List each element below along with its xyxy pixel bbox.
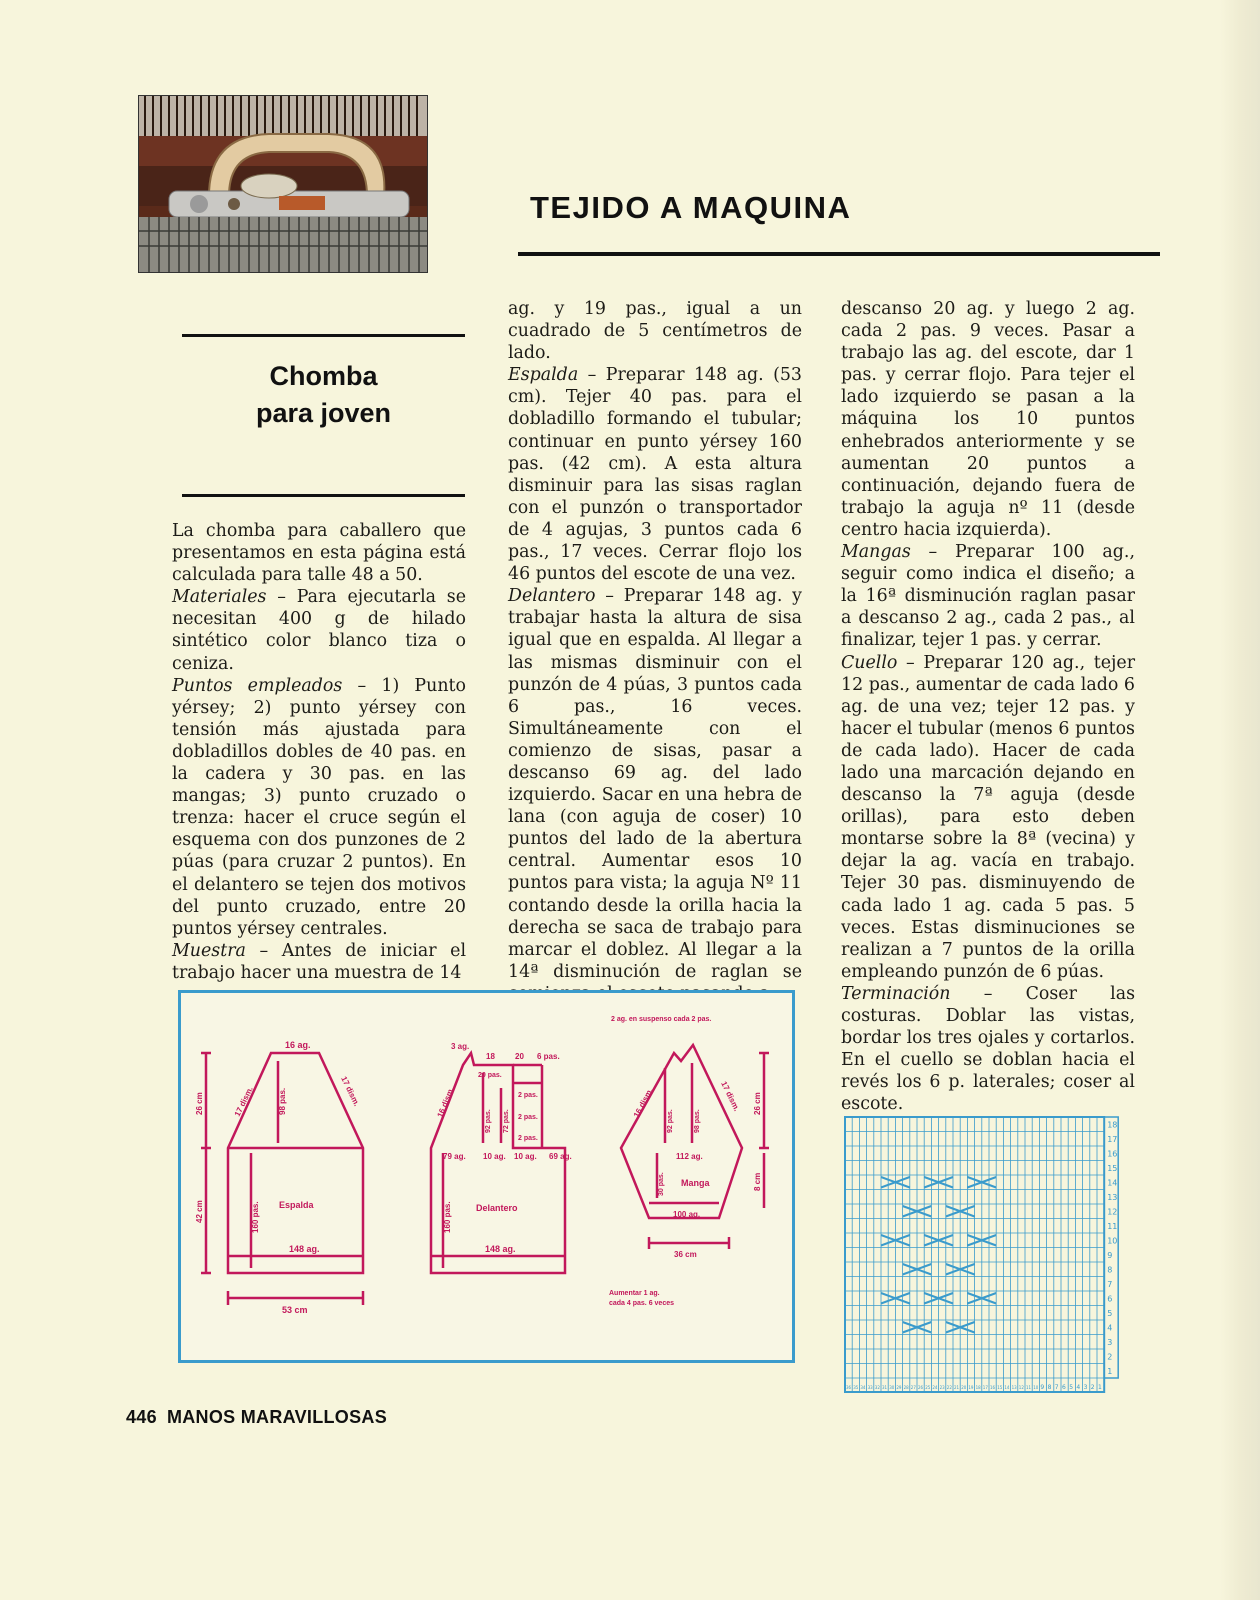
chart-col-number: 1 [1098,1384,1102,1391]
terminacion-paragraph [841,983,1135,1116]
delantero-72pas: 72 pas. [503,1109,510,1133]
manga-36cm: 36 cm [674,1250,697,1259]
chart-col-number: 32 [874,1385,880,1390]
chart-row-number: 5 [1107,1309,1113,1318]
delantero-text: – Preparar 148 ag. y trabajar hasta la altura de sisa igual que en espalda. Al llegar a las mismas disminuir con el punzón de 4 púas, 3 puntos cada 6 pas., 16 veces. Simultáneamente con el comienzo de sisas, pasar a descanso 69 ag. del lado izquierdo. Sacar en una hebra de lana (con aguja de coser) 10 puntos del lado de la abertura central. Aumentar esos 10 puntos para vista; la aguja Nº 11 contando desde la orilla hacia la derecha se saca de trabajo para marcar el doblez. Al llegar a la 14ª disminución de raglan se [508,586,803,982]
chart-col-number: 17 [982,1385,988,1390]
chart-col-number: 7 [1054,1384,1059,1391]
chart-col-number: 21 [954,1385,960,1390]
delantero-label: Delantero [508,586,596,607]
chart-col-number: 30 [889,1385,895,1390]
delantero-n18: 18 [486,1052,495,1061]
chart-col-number: 34 [860,1385,866,1390]
text-column-3 [841,298,1135,1115]
chart-row-number: 7 [1107,1280,1113,1289]
delantero-20pas: 20 pas. [478,1072,502,1079]
manga-112ag: 112 ag. [676,1152,703,1161]
materiales-paragraph [172,586,466,674]
chart-row-number: 13 [1107,1193,1118,1202]
delantero-6pas: 6 pas. [537,1052,560,1061]
knitting-machine-photo [138,95,428,273]
terminacion-text: – Coser las costuras. Doblar las vistas, bordar los tres ojales y cortarlos. En el cuello se doblan hacia el revés los 6 p. laterales; coser al escote. [841,983,1135,1115]
chart-col-number: 13 [1011,1385,1017,1390]
chart-col-number: 11 [1026,1385,1032,1390]
section-title: TEJIDO A MAQUINA [530,190,852,225]
page-number: 446 [126,1407,157,1427]
espalda-width-label: 53 cm [282,1305,308,1315]
chart-col-number: 18 [975,1385,981,1390]
chart-col-number: 36 [846,1385,852,1390]
stitch-chart [843,1115,1133,1398]
muestra-label: Muestra [172,940,246,961]
article-title-line2: para joven [255,398,392,428]
chart-col-number: 29 [896,1385,902,1390]
chart-row-number: 9 [1107,1251,1113,1260]
delantero-69ag: 69 ag. [549,1152,572,1161]
chart-col-number: 24 [932,1385,938,1390]
chart-row-number: 12 [1107,1207,1118,1217]
text-column-1 [172,520,466,984]
manga-26cm: 26 cm [753,1092,762,1115]
chart-col-number: 9 [1040,1384,1045,1391]
chart-row-number: 1 [1107,1367,1113,1376]
chart-col-number: 19 [968,1385,974,1390]
delantero-outline [431,1053,565,1273]
manga-8cm: 8 cm [753,1172,762,1191]
manga-100ag: 100 ag. [673,1210,701,1219]
article-title [182,358,465,432]
chart-col-number: 28 [903,1385,909,1390]
chart-col-number: 35 [853,1385,859,1390]
manga-92pas: 92 pas. [667,1109,674,1133]
chart-col-number: 31 [882,1385,888,1390]
espalda-raglan-cm: 26 cm [195,1092,204,1115]
mangas-label: Mangas [841,542,911,563]
delantero-n20: 20 [515,1052,524,1061]
manga-right-dim: 17 dism. [719,1079,742,1113]
cuello-label: Cuello [841,652,898,673]
chart-col-number: 26 [918,1385,924,1390]
chart-col-number: 25 [925,1385,931,1390]
espalda-right-dim: 17 dism. [339,1074,362,1108]
manga-30pas: 30 pas. [658,1172,665,1196]
text-column-2 [508,298,802,1005]
delantero-bottom-label: 148 ag. [485,1244,516,1254]
manga-note-bottom-2: cada 4 pas. 6 veces [609,1300,674,1307]
espalda-bottom-label: 148 ag. [289,1244,320,1254]
delantero-left-dim: 16 dism. [435,1085,456,1119]
manga-98pas: 98 pas. [694,1109,701,1133]
chart-col-number: 14 [1004,1385,1010,1390]
chart-row-number: 3 [1107,1338,1113,1347]
manga-outline [621,1045,742,1218]
column3-continuation: descanso 20 ag. y luego 2 ag. cada 2 pas. 9 veces. Pasar a trabajo las ag. del escote, dar 1 pas. y cerrar flojo. Para tejer el lado izquierdo se pasan a la máquina los 10 puntos enhebrados anteriormente y se aumentan 20 puntos a continuación, dejando fuera de trabajo la aguja nº 11 (desde centro hacia izquierda). [841,299,1135,540]
intro-paragraph: La chomba para caballero que presentamos en esta página está calculada para talle 48 a 50. [172,521,466,586]
cuello-paragraph [841,652,1135,983]
title-rule-bottom [182,494,465,497]
espalda-paragraph [508,364,802,585]
chart-col-number: 8 [1047,1384,1052,1391]
delantero-79ag: 79 ag. [443,1152,466,1161]
chart-col-number: 22 [946,1385,952,1390]
muestra-text: – Antes de iniciar el trabajo hacer una muestra de 14 [172,940,467,983]
materiales-label: Materiales [172,587,267,608]
espalda-top-label: 16 ag. [285,1040,311,1050]
chart-row-number: 10 [1107,1236,1118,1246]
chart-row-number: 2 [1107,1352,1113,1362]
manga-left-dim: 16 dism. [631,1086,655,1119]
puntos-label: Puntos empleados [172,675,343,696]
manga-note-top: 2 ag. en suspenso cada 2 pas. [611,1016,712,1023]
manga-name: Manga [681,1178,710,1188]
magazine-name: MANOS MARAVILLOSAS [166,1407,388,1427]
delantero-10ag-b: 10 ag. [514,1152,537,1161]
page-footer [126,1407,387,1428]
chart-col-number: 5 [1069,1384,1074,1391]
page-edge-shadow [1220,0,1260,1600]
espalda-text: – Preparar 148 ag. (53 cm). Tejer 40 pas. para el dobladillo formando el tubular; continuar en punto yérsey 160 pas. (42 cm). A esta altura disminuir para las sisas raglan con el punzón o transportador de 4 agujas, 3 puntos cada 6 pas., 17 veces. Cerrar flojo los 46 puntos del escote de una vez. [508,365,802,585]
muestra-continuation: ag. y 19 pas., igual a un cuadrado de 5 centímetros de lado. [508,299,802,364]
delantero-paragraph [508,585,802,1005]
delantero-name: Delantero [476,1203,518,1213]
chart-col-number: 2 [1090,1384,1095,1391]
mangas-paragraph [841,541,1135,651]
delantero-2pas-a: 2 pas. [518,1092,538,1099]
chart-col-number: 15 [997,1385,1003,1390]
article-title-line1: Chomba [269,361,378,391]
chart-row-number: 6 [1107,1294,1113,1304]
terminacion-label: Terminación [841,983,951,1004]
chart-col-number: 3 [1083,1384,1088,1391]
manga-note-bottom-1: Aumentar 1 ag. [609,1290,660,1297]
chart-col-number: 27 [910,1385,916,1390]
materiales-text: – Para ejecutarla se necesitan 400 g de hilado sintético color blanco tiza o ceniza. [172,587,466,674]
chart-col-number: 20 [961,1385,967,1390]
chart-col-number: 4 [1076,1384,1081,1391]
chart-col-number: 16 [990,1385,996,1390]
chart-row-number: 17 [1107,1135,1118,1144]
espalda-label: Espalda [508,365,579,386]
mangas-text: – Preparar 100 ag., seguir como indica el diseño; a la 16ª disminución raglan pasar a descanso 2 ag., cada 2 pas., al finalizar, tejer 1 pas. y cerrar. [841,542,1135,651]
section-rule [518,252,1160,256]
chart-row-number: 16 [1107,1149,1118,1159]
chart-col-number: 23 [939,1385,945,1390]
muestra-paragraph [172,940,466,984]
chart-row-number: 18 [1107,1120,1118,1130]
delantero-body-pas: 160 pas. [443,1201,452,1233]
chart-col-number: 33 [867,1385,873,1390]
espalda-body-pas: 160 pas. [251,1201,260,1233]
chart-col-number: 10 [1033,1385,1039,1390]
title-rule-top [182,334,465,337]
espalda-raglan-pas: 98 pas. [278,1087,287,1115]
chart-row-number: 8 [1107,1265,1113,1275]
espalda-name: Espalda [279,1200,314,1210]
chart-row-number: 14 [1107,1178,1118,1188]
espalda-body-cm: 42 cm [195,1200,204,1223]
chart-row-number: 11 [1107,1222,1118,1231]
espalda-left-dim: 17 dism. [232,1085,255,1118]
chart-row-number: 15 [1107,1164,1118,1173]
delantero-10ag-a: 10 ag. [483,1152,506,1161]
delantero-2pas-b: 2 pas. [518,1114,538,1121]
puntos-paragraph [172,675,466,940]
cuello-text: – Preparar 120 ag., tejer 12 pas., aumentar de cada lado 6 ag. de una vez; tejer 12 pas. y hacer el tubular (menos 6 puntos de cada lado). Hacer de cada lado una marcación dejando en descanso la 7ª aguja (desde orillas), para esto deben montarse sobre la 8ª (vecina) y dejar la ag. vacía en trabajo. Tejer 30 pas. disminuyendo de cada lado 1 ag. cada 5 pas. 5 veces. Estas disminuciones se realizan a 7 puntos de la orilla empleando punzón de 6 púas. [841,652,1136,982]
delantero-top-ag: 3 ag. [451,1042,470,1051]
pattern-diagram [178,990,795,1363]
delantero-2pas-c: 2 pas. [518,1135,538,1142]
chart-row-number: 4 [1107,1323,1113,1333]
puntos-text: – 1) Punto yérsey; 2) punto yérsey con tensión más ajustada para dobladillos dobles de 40 pas. en la cadera y 30 pas. en las mangas; 3) punto cruzado o trenza: hacer el cruce según el esquema con dos punzones de 2 púas (para cruzar 2 puntos). En el delantero se tejen dos motivos del punto cruzado, entre 20 puntos yérsey centrales. [172,675,466,939]
chart-col-number: 6 [1062,1384,1066,1391]
delantero-92pas: 92 pas. [485,1109,492,1133]
chart-col-number: 12 [1018,1385,1024,1390]
